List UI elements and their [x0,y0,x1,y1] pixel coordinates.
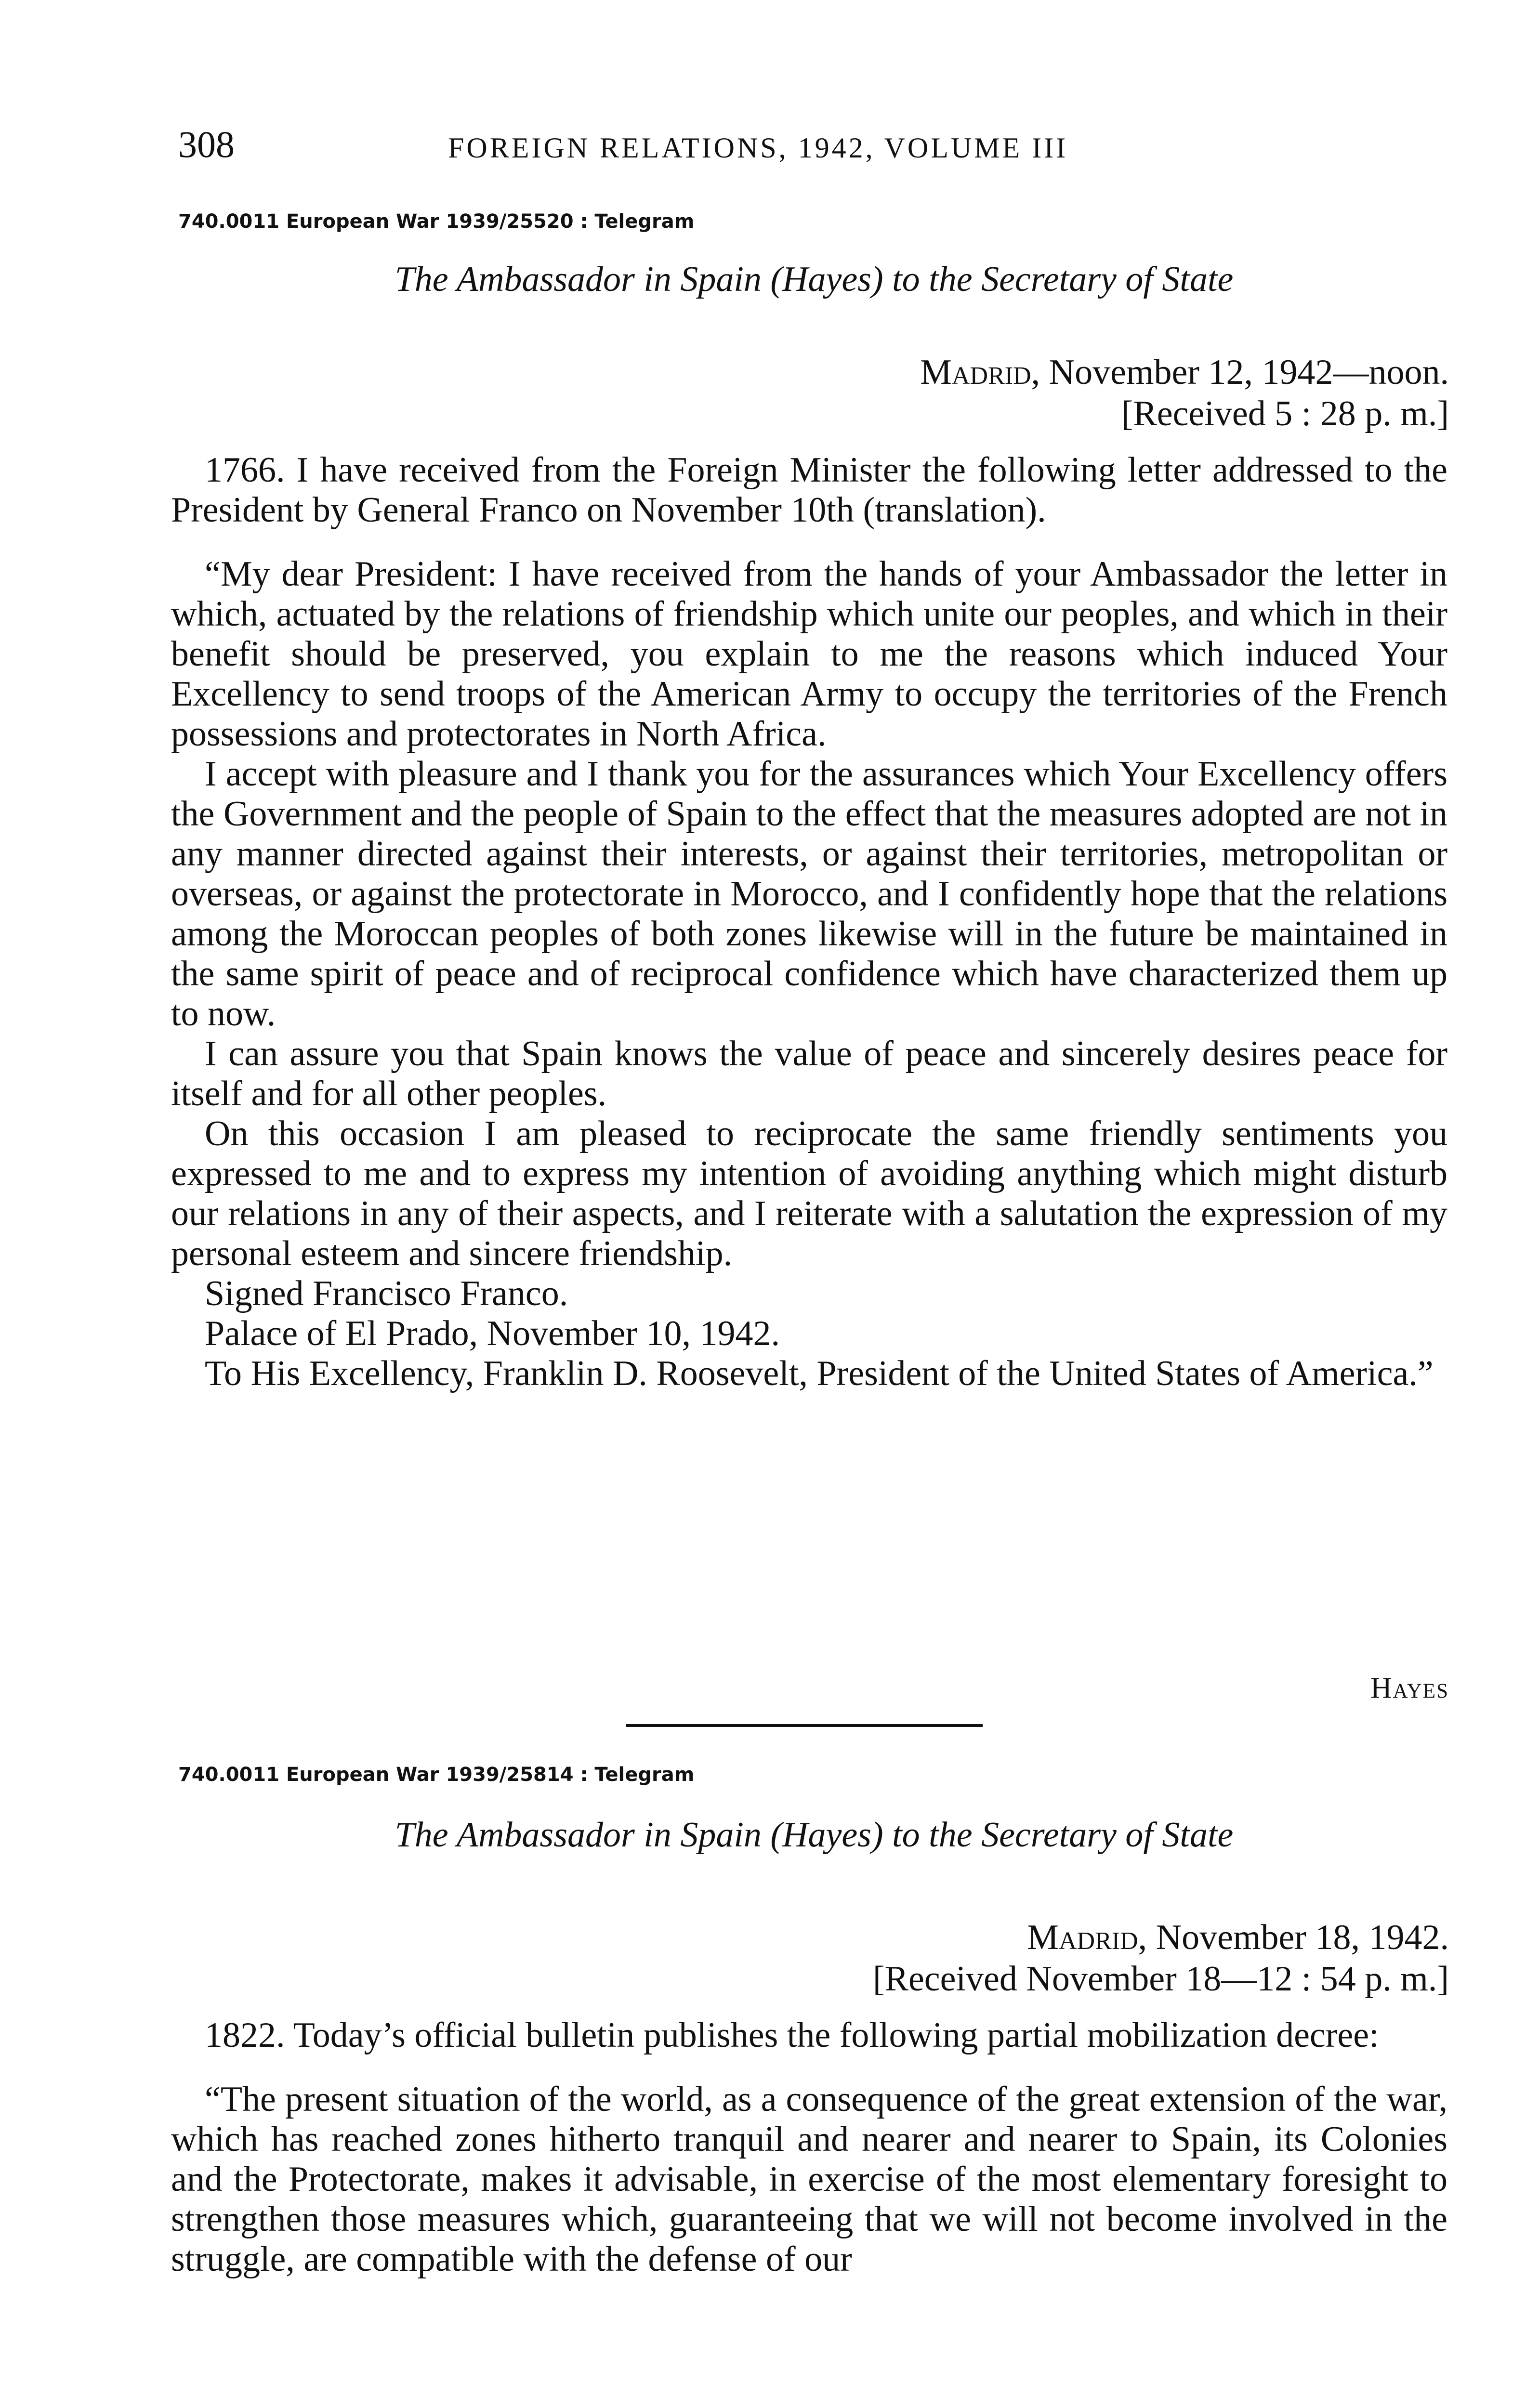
section-divider [626,1724,983,1727]
doc1-received: [Received 5 : 28 p. m.] [1121,394,1449,433]
doc1-file-reference: 740.0011 European War 1939/25520 : Telegram [178,210,695,233]
doc1-paragraph: On this occasion I am pleased to reciprocate the same friendly sentiments you expressed to me and to express my intention of avoiding anything which might disturb our relations in any of their aspects, and I reiterate with a salutation the expression of my personal esteem and sincere friendship. [171,1114,1447,1273]
doc1-place-date-line: Palace of El Prado, November 10, 1942. [205,1314,780,1353]
doc1-signature: Hayes [1370,1672,1449,1704]
doc2-received: [Received November 18—12 : 54 p. m.] [872,1959,1449,1999]
running-head [178,120,1450,173]
running-title: FOREIGN RELATIONS, 1942, VOLUME III [448,132,1068,164]
doc1-signed-line: Signed Francisco Franco. [205,1274,568,1313]
doc2-paragraph-intro: 1822. Today’s official bulletin publishes the following partial mobilization decree: [205,2015,1379,2055]
doc2-body [171,2015,1447,2279]
doc1-address-line: To His Excellency, Franklin D. Roosevelt, President of the United States of America.” [205,1354,1434,1393]
doc1-paragraph: “My dear President: I have received from the hands of your Ambassador the letter in which, actuated by the relations of friendship which unite our peoples, and which in their benefit should be preserved, you explain to me the reasons which induced Your Excellency to send troops of the American Army to occupy the territories of the French possessions and protectorates in North Africa. [171,554,1447,754]
doc1-paragraph: I can assure you that Spain knows the value of peace and sincerely desires peace for itself and for all other peoples. [171,1034,1447,1113]
doc1-paragraph-intro: 1766. I have received from the Foreign Minister the following letter addressed to the President by General Franco on November 10th (translation). [171,450,1447,530]
doc2-heading: The Ambassador in Spain (Hayes) to the Secretary of State [395,1815,1234,1855]
doc1-dateline [920,352,1449,434]
doc2-dateline-date: November 18, 1942. [1147,1918,1449,1957]
doc1-heading: The Ambassador in Spain (Hayes) to the Secretary of State [395,260,1234,299]
page-number: 308 [178,123,235,165]
doc2-file-reference: 740.0011 European War 1939/25814 : Telegram [178,1764,695,1786]
doc2-dateline [873,1917,1449,2000]
doc1-paragraph: I accept with pleasure and I thank you for the assurances which Your Excellency offers the Government and the people of Spain to the effect that the measures adopted are not in any manner directed against their interests, or against their territories, metropolitan or overseas, or against the protectorate in Morocco, and I confidently hope that the relations among the Moroccan peoples of both zones likewise will in the future be maintained in the same spirit of peace and of reciprocal confidence which have characterized them up to now. [171,754,1447,1034]
doc1-dateline-date: November 12, 1942—noon. [1040,353,1449,392]
doc1-dateline-place: Madrid, [920,353,1040,392]
doc2-dateline-place: Madrid, [1027,1918,1147,1957]
doc2-paragraph: “The present situation of the world, as a consequence of the great extension of the war, which has reached zones hitherto tranquil and nearer and nearer to Spain, its Colonies and the Protectorate, makes it advisable, in exercise of the most elementary foresight to strengthen those measures which, guaranteeing that we will not become involved in the struggle, are compatible with the defense of our [171,2080,1447,2279]
doc1-body [171,450,1447,1394]
